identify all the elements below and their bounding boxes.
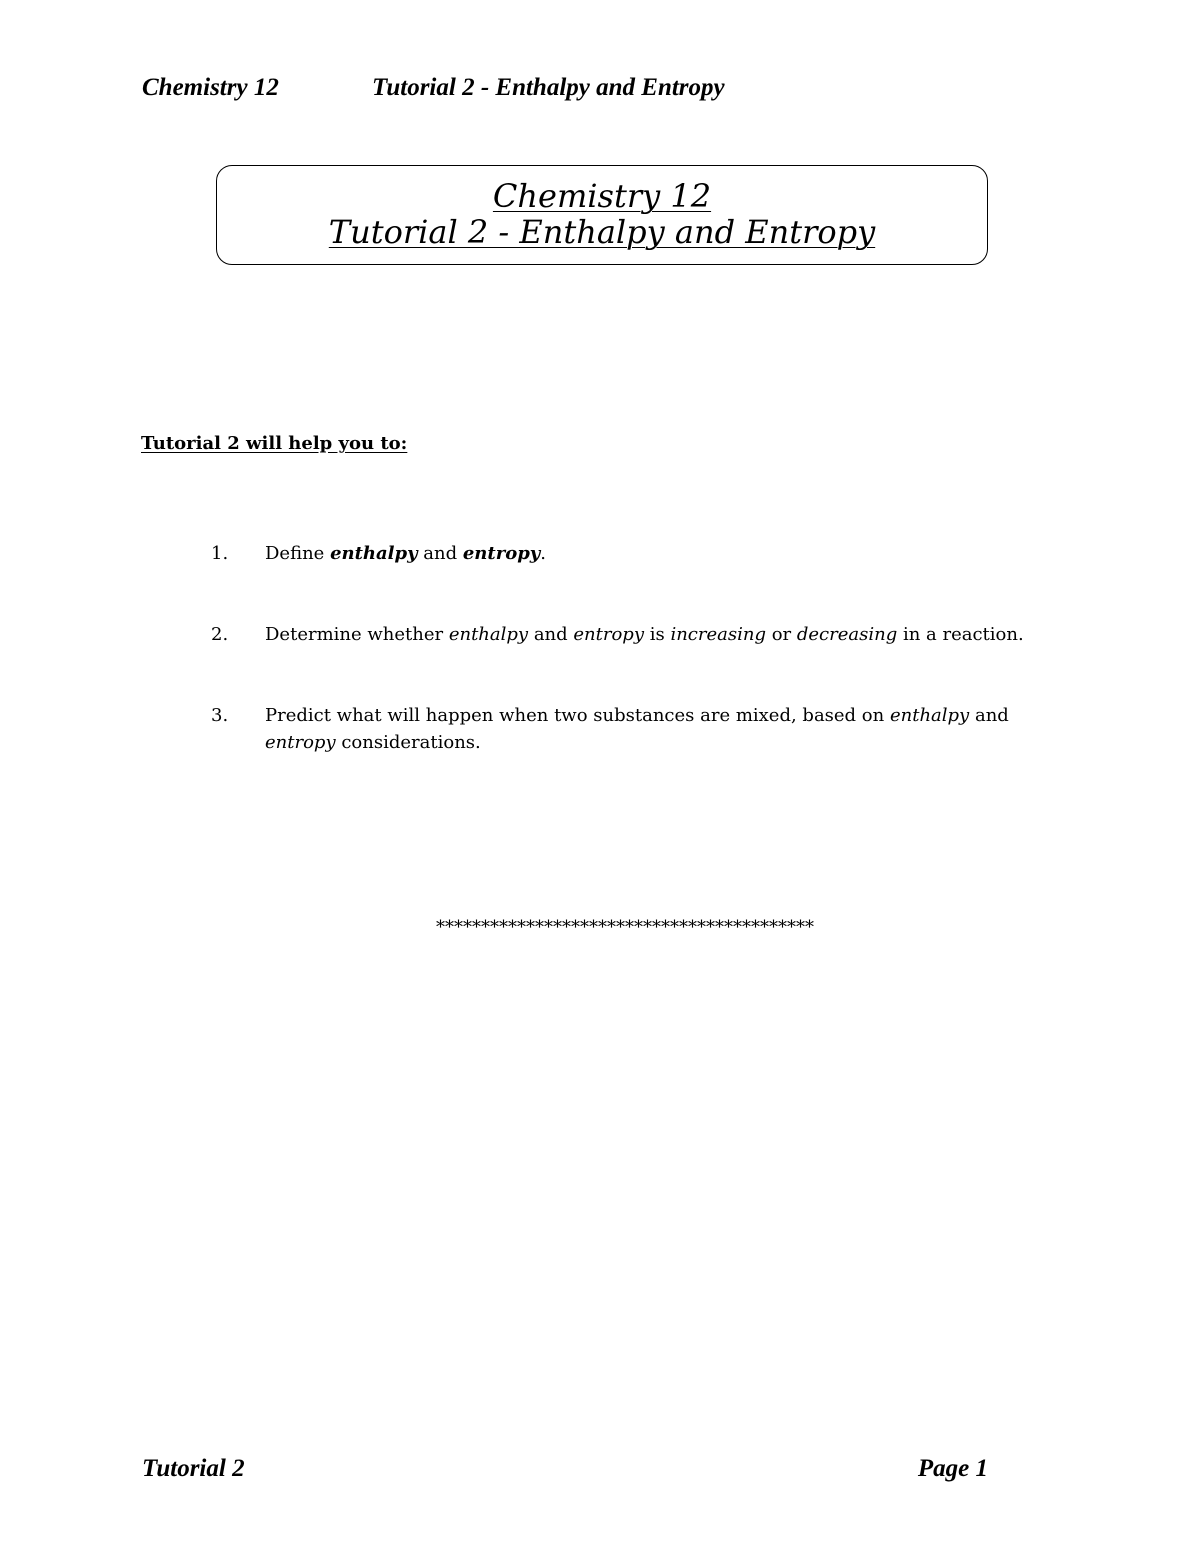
term-entropy: entropy [573,624,645,645]
objective-number: 3. [211,705,229,726]
text-run: and [528,624,574,645]
objective-item-1 [211,540,1051,567]
term-decreasing: decreasing [796,624,898,645]
text-run: Determine whether [265,624,449,645]
text-run: and [969,705,1009,726]
text-run: and [417,543,463,564]
term-enthalpy: enthalpy [448,624,529,645]
objective-text [265,702,1051,756]
objective-text [265,540,1051,567]
text-run: Predict what will happen when two substances are mixed, based on [265,705,890,726]
text-run: or [765,624,797,645]
objective-item-3 [211,702,1051,756]
title-line-tutorial: Tutorial 2 - Enthalpy and Entropy [328,213,876,251]
footer-page-number: Page 1 [917,1455,988,1482]
asterisk-separator: ****************************************** [436,917,814,938]
term-entropy: entropy [462,543,541,564]
term-increasing: increasing [670,624,766,645]
objectives-heading: Tutorial 2 will help you to: [141,433,408,454]
term-enthalpy: enthalpy [330,543,418,564]
term-enthalpy: enthalpy [889,705,970,726]
term-entropy: entropy [265,732,336,753]
title-box [216,165,988,265]
objective-item-2 [211,621,1051,648]
objective-number: 2. [211,624,229,645]
objective-text [265,621,1051,648]
text-run: Define [265,543,331,564]
footer-tutorial: Tutorial 2 [142,1455,245,1482]
text-run: considerations. [335,732,481,753]
title-line-course: Chemistry 12 [492,177,712,215]
objective-number: 1. [211,543,229,564]
text-run: . [540,543,546,564]
header-tutorial-title: Tutorial 2 - Enthalpy and Entropy [372,74,725,101]
text-run: in a reaction. [897,624,1024,645]
header-course: Chemistry 12 [142,74,279,101]
text-run: is [644,624,671,645]
